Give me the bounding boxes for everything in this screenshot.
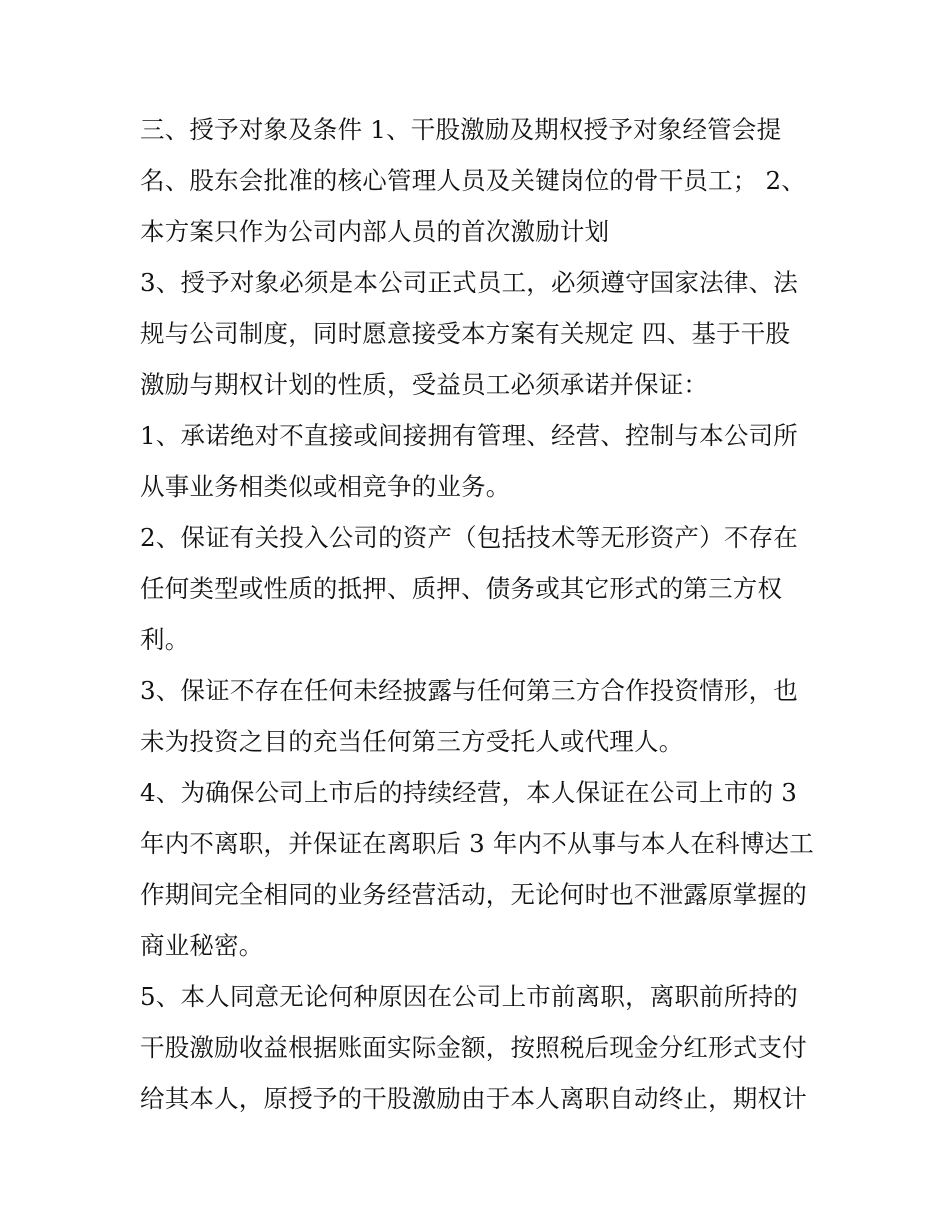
paragraph-commitment-4 [140, 767, 820, 971]
text-line: 名、股东会批准的核心管理人员及关键岗位的骨干员工； 2、 [140, 166, 806, 195]
document-body [140, 104, 820, 1124]
text-line: 未为投资之目的充当任何第三方受托人或代理人。 [140, 727, 684, 756]
text-line: 三、授予对象及条件 1、干股激励及期权授予对象经管会提 [140, 115, 782, 144]
text-line: 2、保证有关投入公司的资产（包括技术等无形资产）不存在 [140, 523, 798, 552]
text-line: 商业秘密。 [140, 931, 264, 960]
text-line: 1、承诺绝对不直接或间接拥有管理、经营、控制与本公司所 [140, 421, 798, 450]
paragraph-commitment-5 [140, 971, 820, 1124]
text-line: 作期间完全相同的业务经营活动，无论何时也不泄露原掌握的 [140, 880, 807, 909]
paragraph-commitment-2 [140, 512, 820, 665]
text-line: 规与公司制度，同时愿意接受本方案有关规定 四、基于干股 [140, 319, 791, 348]
text-line: 激励与期权计划的性质，受益员工必须承诺并保证： [140, 370, 709, 399]
text-line: 利。 [140, 625, 190, 654]
paragraph-commitment-1 [140, 410, 820, 512]
text-line: 4、为确保公司上市后的持续经营，本人保证在公司上市的 3 [140, 778, 798, 807]
paragraph-commitment-3 [140, 665, 820, 767]
paragraph-formal-employee [140, 257, 820, 410]
text-line: 从事业务相类似或相竞争的业务。 [140, 472, 511, 501]
text-line: 本方案只作为公司内部人员的首次激励计划 [140, 217, 610, 246]
text-line: 年内不离职，并保证在离职后 3 年内不从事与本人在科博达工 [140, 829, 814, 858]
text-line: 5、本人同意无论何种原因在公司上市前离职，离职前所持的 [140, 982, 798, 1011]
text-line: 给其本人，原授予的干股激励由于本人离职自动终止，期权计 [140, 1084, 807, 1113]
text-line: 3、保证不存在任何未经披露与任何第三方合作投资情形，也 [140, 676, 798, 705]
text-line: 任何类型或性质的抵押、质押、债务或其它形式的第三方权 [140, 574, 783, 603]
text-line: 3、授予对象必须是本公司正式员工，必须遵守国家法律、法 [140, 268, 798, 297]
paragraph-grant-conditions [140, 104, 820, 257]
text-line: 干股激励收益根据账面实际金额，按照税后现金分红形式支付 [140, 1033, 807, 1062]
